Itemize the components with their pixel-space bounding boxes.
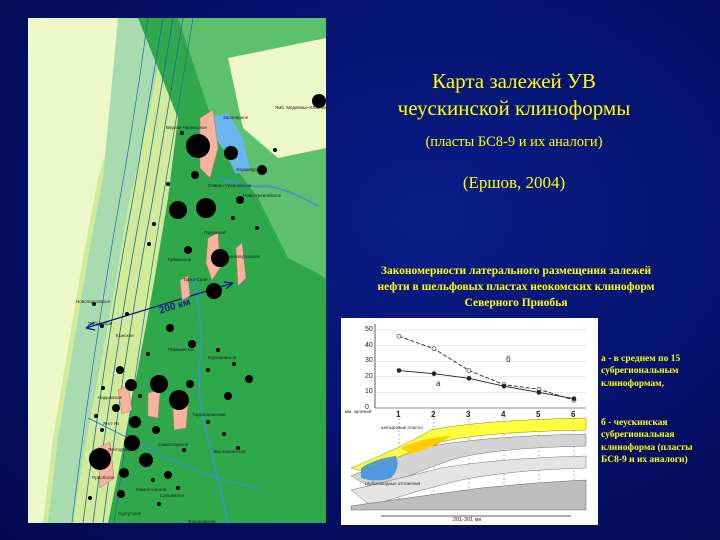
field-label: Приобское	[92, 475, 115, 480]
deposit-marker	[224, 146, 238, 160]
legend-b: б - чеускинская субрегиональная клиноформа (пласты БС8-9 и их аналоги)	[601, 418, 693, 466]
deposit-marker	[164, 471, 172, 479]
zone-number-label: 1	[396, 410, 401, 419]
field-label: Сургутское	[118, 511, 142, 516]
field-label: Мамонтовское	[136, 487, 167, 492]
field-label: Федоровское	[188, 519, 216, 524]
deposit-outline	[148, 390, 160, 418]
deposit-marker	[100, 428, 104, 432]
deposit-marker	[206, 420, 210, 424]
deposit-marker	[169, 201, 187, 219]
field-label: Вынгапуровское	[226, 254, 261, 259]
data-point	[467, 369, 471, 373]
deposit-marker	[151, 478, 155, 482]
deposit-marker	[139, 453, 153, 467]
data-point	[397, 334, 401, 338]
field-label: Ново-Уренгойское	[243, 193, 282, 198]
field-label: Янгт-Ях	[103, 421, 120, 426]
section-note: глубоководные отложения	[365, 481, 421, 486]
field-label: Верхне-Часельское	[166, 125, 208, 130]
series-line-1	[399, 371, 574, 399]
data-point	[572, 397, 576, 401]
field-label: Заполярное	[223, 115, 249, 120]
deposit-marker	[180, 131, 184, 135]
zone-number-label: 6	[571, 410, 576, 419]
field-label: Надымское	[98, 395, 122, 400]
field-label: Кынское	[116, 333, 134, 338]
field-label: Вынгаяхинское	[214, 449, 246, 454]
author-reference: (Ершов, 2004)	[462, 173, 566, 192]
section-note: шельфовые пласты	[381, 425, 423, 430]
deposit-marker	[186, 380, 194, 388]
field-label: Пякяхинское	[168, 347, 195, 352]
deposit-marker	[245, 375, 253, 383]
field-label: Самотлорское	[158, 442, 189, 447]
deposit-marker	[129, 416, 141, 428]
legend-a: а - в среднем по 15 субрегиональным клиноформам,	[601, 354, 681, 389]
deposit-marker	[186, 134, 210, 158]
field-label: Пуровское	[204, 230, 227, 235]
chart-panel	[341, 318, 598, 525]
deposit-marker	[231, 216, 235, 220]
deposit-marker	[255, 226, 259, 230]
field-label: Юрхаровское	[208, 355, 237, 360]
title-block	[344, 68, 684, 123]
subtitle-line-2: нефти в шельфовых пластах неокомских клиноформ	[377, 281, 655, 294]
deposit-marker	[101, 386, 105, 390]
field-label: Губкинское	[168, 257, 192, 262]
deposit-marker	[150, 375, 168, 393]
deposit-marker	[119, 468, 129, 478]
field-label: Таркосалинское	[192, 412, 226, 417]
series-line-0	[399, 336, 574, 400]
subtitle-line-3: Северного Приобья	[464, 297, 568, 310]
deposit-marker	[222, 432, 226, 436]
deposit-marker	[152, 426, 160, 434]
section-scale-label: 201-301 км	[453, 517, 481, 523]
y-tick-label: 30	[365, 357, 373, 365]
deposit-marker	[184, 246, 192, 254]
map-panel	[28, 18, 335, 524]
field-label: Салымское	[160, 493, 185, 498]
deposit-marker	[169, 390, 189, 410]
chart-svg	[341, 318, 598, 525]
field-label: Северо-Уренгойское	[208, 183, 252, 188]
series-lines	[397, 334, 576, 402]
field-label: Харампурское	[236, 167, 267, 172]
deposit-marker	[166, 182, 170, 186]
deposit-marker	[216, 348, 220, 352]
scale-label: 200 км	[158, 296, 192, 317]
deposit-marker	[152, 222, 156, 226]
deposit-marker	[117, 490, 125, 498]
curve-label-b: б	[506, 355, 511, 364]
data-point	[397, 369, 401, 373]
field-label: Лянторское	[108, 447, 133, 452]
y-tick-label: 0	[365, 404, 369, 411]
deposit-marker	[206, 283, 222, 299]
curve-label-a: а	[436, 379, 441, 388]
subtitle-line-1: Закономерности латерального размещения залежей	[380, 265, 652, 277]
deposit-marker	[116, 366, 124, 374]
deposit-marker	[206, 368, 210, 372]
zone-number-label: 3	[466, 410, 471, 419]
data-point	[537, 390, 541, 394]
deposit-marker	[157, 502, 161, 506]
subtitle-block	[334, 263, 698, 311]
y-tick-label: 20	[365, 372, 373, 380]
deposit-marker	[176, 486, 180, 490]
deposit-marker	[182, 448, 186, 452]
data-point	[432, 347, 436, 351]
data-point	[502, 384, 506, 388]
zone-number-label: 4	[501, 410, 506, 419]
data-point	[432, 372, 436, 376]
y-gridlines	[375, 330, 586, 408]
field-label: Новопортовское	[76, 299, 111, 304]
field-label: Тарко-Сале	[183, 277, 208, 282]
title-line-3: (пласты БС8-9 и их аналоги)	[425, 134, 603, 150]
deposit-marker	[191, 171, 199, 179]
title-line-1: Карта залежей УВ	[432, 69, 596, 93]
cross-section	[351, 418, 586, 516]
deposit-marker	[146, 352, 150, 356]
y-tick-label: 40	[365, 341, 373, 349]
title-line-2: чеускинской клиноформы	[397, 96, 631, 121]
deposit-marker	[94, 414, 98, 418]
deposit-marker	[273, 148, 277, 152]
deposit-marker	[112, 404, 120, 412]
deposit-marker	[166, 324, 174, 332]
y-tick-label: 50	[365, 326, 373, 333]
zone-number-label: 5	[536, 410, 541, 419]
field-label: Ямб. Медвежье-Юбилейное	[275, 105, 335, 110]
deposit-marker	[125, 379, 137, 391]
zone-number-label: 2	[431, 410, 436, 419]
data-point	[467, 376, 471, 380]
deposit-marker	[232, 362, 236, 366]
field-label: Ямбургское	[88, 321, 113, 326]
deposit-marker	[88, 496, 92, 500]
deposit-marker	[224, 392, 232, 400]
deposit-marker	[147, 242, 151, 246]
left-caption: мм. залежей	[345, 409, 372, 414]
deposit-marker	[138, 394, 142, 398]
deposit-marker	[196, 198, 216, 218]
y-tick-label: 10	[365, 388, 373, 396]
deposit-marker	[125, 312, 129, 316]
